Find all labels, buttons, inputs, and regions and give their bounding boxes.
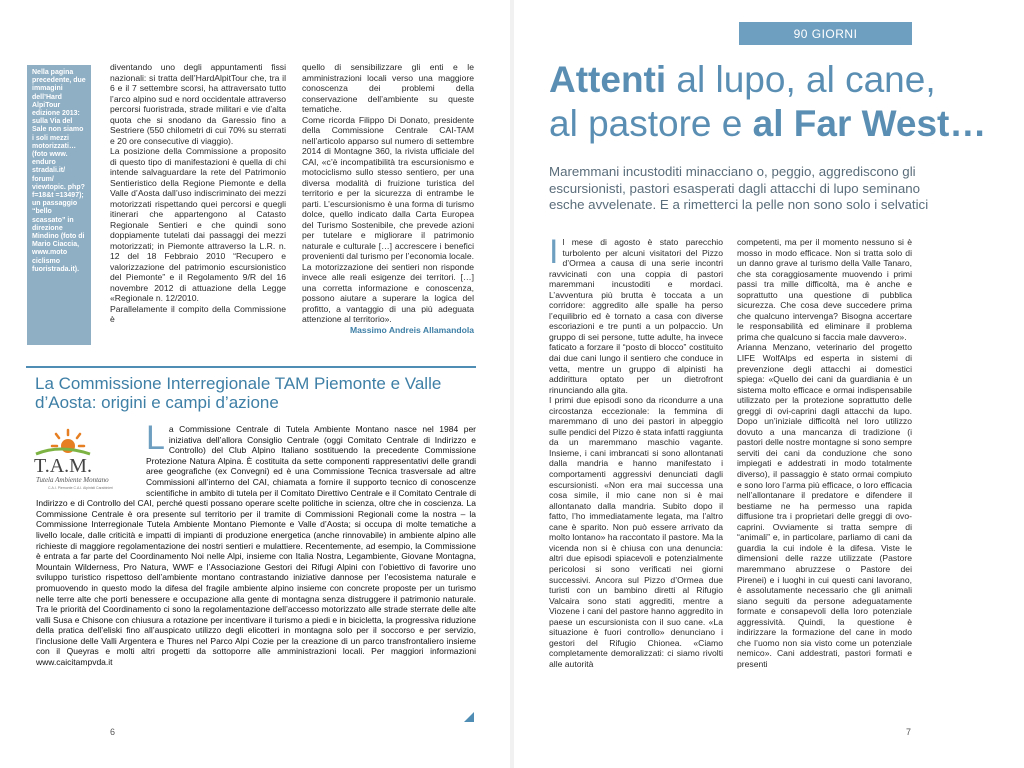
page-number-left: 6: [110, 727, 116, 737]
logo-spacer: [36, 424, 146, 488]
title-line1-bold: Attenti: [549, 59, 667, 100]
title-line1-rest: al lupo, al cane,: [666, 59, 936, 100]
left-column-1: [110, 62, 286, 325]
article-title: [549, 58, 999, 146]
title-line2-bold: al Far West…: [752, 103, 987, 144]
left-column-2: [302, 62, 474, 335]
logo-small-text: C.A.I. Piemonte C.A.I. Alpinisti Carabinieri: [48, 486, 113, 490]
box-body: [36, 419, 476, 668]
section-label: 90 GIORNI: [793, 26, 858, 41]
photo-caption-sidebar: [27, 65, 91, 345]
box-dropcap: L: [146, 419, 165, 457]
article-subtitle: Maremmani incustoditi minacciano o, peggio, aggrediscono gli escursionisti, pastori esasperati dagli attacchi di lupo seminano esche avvelenate. E a rimetterci la pelle non sono solo i selvatici: [549, 164, 929, 212]
logo-text: T.A.M.: [34, 455, 92, 477]
column-text: l mese di agosto è stato parecchio turbolento per alcuni visitatori del Pizzo d’Ormea a causa di una serie incontri ravvicinati con una coppia di pastori maremmani incustoditi e mordaci. L’avventura più brutta è toccata a un corridore: aggredito alle spalle ha perso l’equilibrio ed è tornato a casa con diverse escoriazioni e tre punti a un polpaccio. Un gruppo di sei persone, tutte adulte, ha invece faticato a forzare il “posto di blocco” costituito dai due cani lungo il sentiero che conduce in vetta, mentre un gruppo di alpinisti ha addirittura optato per un dietrofront rinunciando alla gita. I primi due episodi sono da ricondurre a una circostanza eccezionale: la femmina di maremmano di uno dei pastori in alpeggio sulle pendici del Pizzo è stata infatti raggiunta da un maremmano maschio vagante. Insieme, i cani imbrancati si sono allontanati dalla mandria e hanno manifestato i comportamenti aggressivi denunciati dagli escursionisti. «Non era mai successa una cosa simile, il mio cane non si è mai allontanato dalla mandria. Subito dopo il fatto, l’ho immediatamente legata, ma l’altro cane è sparito. Non può essere arrivato da molto lontano» ha raccontato il pastore. Ma la vicenda non si è chiusa con una denuncia: altri due episodi spiacevoli e potenzialmente pericolosi si sono verificati nei giorni successivi. Ancora sul Pizzo d’Ormea due turisti con un bambino diretti al Rifugio Valcaira sono stati aggrediti, mentre a Viozene i cani del pastore hanno aggredito in paese un escursionista con il suo cane. «La situazione è fuori controllo» denunciano i gestori del Rifugio Chionea. «Ciamo completamente demoralizzati: ci siamo rivolti alle autorità: [549, 237, 723, 669]
left-page: [0, 0, 510, 768]
right-column-2: [737, 237, 912, 669]
column-text: diventando uno degli appuntamenti fissi nazionali: si tratta dell’HardAlpitTour che, tra il 6 e il 7 settembre scorsi, ha attraversato tutto l’arco alpino sud e nord occidentale attraverso percorsi fuoristrada, strade militari e vie d’alta quota che si snodano da Garessio fino a Sestriere (550 chilometri di cui 70% su sterrati e 20 ore consecutive di viaggio). La posizione della Commissione a proposito di questo tipo di manifestazioni è quella di chi intende salvaguardare la rete del Patrimonio Sentieristico della Regione Piemonte e della Valle d’Aosta dall’uso indiscriminato dei mezzi motorizzati rispettando quei percorsi e quegli itinerari che appartengono al Catasto Regionale Sentieri e che quindi sono doppiamente tutelati dai passaggi dei mezzi motorizzati; in Piemonte attraverso la L.R. n. 12 del 18 Febbraio 2010 “Recupero e valorizzazione del patrimonio escursionistico del Piemonte” e il Regolamento 9/R del 16 novembre 2012 di attuazione della Legge «Regionale n. 12/2010. Parallelamente il compito della Commissione è: [110, 62, 286, 324]
box-corner-triangle: [464, 712, 474, 722]
box-body-text: a Commissione Centrale di Tutela Ambiente Montano nasce nel 1984 per iniziativa dell’allora Consiglio Centrale (oggi Comitato Centrale di Indirizzo e Controllo) del Club Alpino Italiano sostituendo la precedente Commissione Protezione Natura Alpina. È costituita da sette componenti rappresentativi delle grandi aree geografiche (ex Convegni) ed è una Commissione Tecnica trasversale ad altre Commissioni all’interno del CAI, chiamata a fornire il supporto tecnico di conoscenze scientifiche in ambito di tutela per il Comitato Direttivo Centrale e il Comitato Centrale di Indirizzo e di Controllo del CAI, perché questi possano operare scelte politiche in scienza, oltre che in coscienza. La Commissione Centrale è ora presente sul territorio per il tramite di Commissioni Regionali come la nostra – la Commissione Interregionale Tutela Ambiente Montano Piemonte e Valle d’Aosta; si occupa di molte tematiche a livello locale, dalle criticità e impatti di impianti di produzione energetica (anche rinnovabile) in ambiente alpino alle richieste di maggiore regolamentazione dei nostri sentieri e mulattiere. Recentemente, ad esempio, la Commissione è entrata a far parte del Coordinamento Noi nelle Alpi, insieme con Italia Nostra, Legambiente, Giovane Montagna, Mountain Wilderness, Pro Natura, WWF e l’Associazione Gestori dei Rifugi Alpini con l’obiettivo di favorire uno sviluppo turistico rispettoso dell’ambiente montano contrastando iniziative dannose per l’ecosistema naturale e promuovendo in questo modo la difesa del fragile ambiente alpino insieme con concrete proposte per un turismo nelle terre alte che porti benessere e occupazione alla gente di montagna senza distruggere il patrimonio naturale. Tra le priorità del Coordinamento ci sono la regolamentazione dell’accesso motorizzato alle strade sterrate delle alte valli Susa e Chisone con chiusura a rotazione per incentivare il turismo a piedi e in bicicletta, la progressiva riduzione della pratica dell’eliski fino all’auspicato utilizzo degli elicotteri in montagna solo per il soccorso e per servizio, l’inclusione delle Valli Argentera e Thures nel Parco Alpi Cozie per la creazione di un parco transfrontaliero insieme con il Queyras e molti altri progetti da sottoporre alle amministrazioni locali. Per maggiori informazioni www.caicitampvda.it: [36, 424, 476, 668]
column-text: competenti, ma per il momento nessuno si è mosso in modo efficace. Non si tratta solo di un danno grave al turismo della Valle Tanaro, che sta coraggiosamente muovendo i primi passi tra mille difficoltà, ma è anche e soprattutto una questione di pubblica sicurezza. Che cosa deve succedere prima che qualcuno intervenga? Bisogna accertare le responsabilità ed eliminare il problema prima che qualcuno si faccia male davvero». Arianna Menzano, veterinario del progetto LIFE WolfAlps ed esperta in sistemi di prevenzione degli attacchi ai domestici spiega: «Quello dei cani da guardiania è un sistema molto efficace e ormai indispensabile utilizzato per la protezione soprattutto delle greggi di ovi-caprini dagli attacchi da lupo. Dopo un’iniziale difficoltà nel loro utilizzo dovuto a una mancanza di tradizione (i pastori delle nostre montagne si sono sempre serviti dei cani da conduzione che sono impiegati e addestrati in modo totalmente diverso), il passaggio è stato ormai compiuto e sono loro l’arma più efficace, o loro efficacia nell’allontanare il predatore e difendere il bestiame ne ha permesso una rapida diffusione tra i proprietari delle greggi di ovo-caprini. Ovviamente si tratta sempre di “animali” e, in particolare, parliamo di cani da guardia la cui indole è la difesa. Viste le dimensioni delle razze utilizzate (Pastore maremmano abruzzese o Pastore dei Pirenei) e i luoghi in cui questi cani lavorano, è assolutamente necessario che gli animali siano seguiti da persone adeguatamente formate e consapevoli della loro potenziale aggressività. Quindi, la questione è indirizzare la formazione del cane in modo che l’uomo non sia visto come un potenziale nemico». Cani addestrati, pastori formati e presenti: [737, 237, 912, 669]
author-byline: Massimo Andreis Allamandola: [349, 324, 474, 335]
section-header-tab: [739, 22, 912, 45]
title-line2-rest: al pastore e: [549, 103, 753, 144]
article-dropcap: I: [549, 233, 559, 271]
page-number-right: 7: [906, 727, 912, 737]
column-text: quello di sensibilizzare gli enti e le amministrazioni locali verso una maggiore conoscenza dei problemi della conservazione dell’ambiente su queste tematiche. Come ricorda Filippo Di Donato, presidente della Commissione Centrale CAI-TAM nell’articolo apparso sul numero di settembre 2014 di Montagne 360, la rivista ufficiale del CAI, «c’è incompatibilità tra escursionismo e motociclismo sullo stesso sentiero, per una diversa modalità di fruizione turistica del territorio e per la sicurezza di entrambe le parti. L’escursionismo è una forma di turismo dolce, quello indicato dalla Carta Europea del Turismo Sostenibile, che prevede azioni per tutelare e migliorare il patrimonio naturale e culturale […] accrescere i benefici provenienti dal turismo per l’economia locale. La motorizzazione dei sentieri non risponde invece alle reali esigenze dei territori. […] una corretta informazione e conoscenza, possono aiutare a superare la logica del profitto, a vantaggio di una più adeguata attenzione al territorio».: [302, 62, 474, 324]
page-gutter: [510, 0, 514, 768]
caption-text: Nella pagina precedente, due immagini dell’Hard AlpiTour edizione 2013: sulla Via del Sale non siamo i soli mezzi motorizzati… (foto www. enduro stradali.it/ forum/ viewtopic. php?f=18&t =13497); un passaggio “bello scassato” in direzione Mindino (foto di Mario Ciaccia, www.moto ciclismo fuoristrada.it).: [32, 69, 86, 273]
logo-subtext: Tutela Ambiente Montano: [36, 476, 109, 484]
right-column-1: [549, 233, 723, 669]
box-title: La Commissione Interregionale TAM Piemonte e Valle d’Aosta: origini e campi d’azione: [35, 374, 442, 412]
